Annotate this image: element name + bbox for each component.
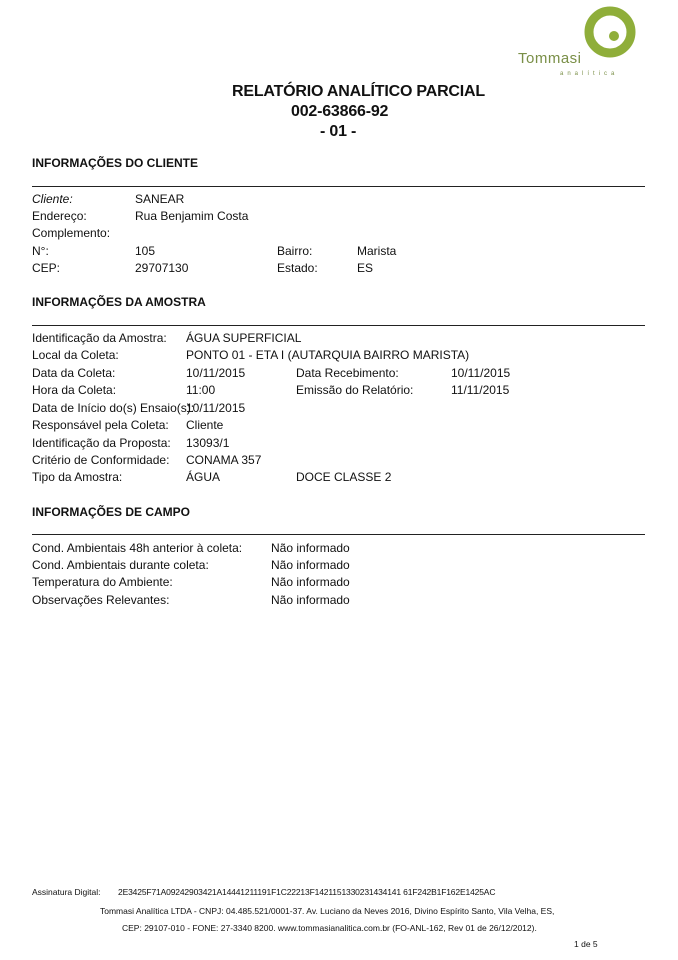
client-divider (32, 186, 645, 187)
collector-label: Responsável pela Coleta: (32, 418, 169, 432)
digital-signature: 2E3425F71A09242903421A14441211191F1C22213F1421151330231434141 61F242B1F162E1425AC (118, 887, 496, 897)
number-label: N°: (32, 244, 49, 258)
report-issue-value: 11/11/2015 (451, 383, 510, 397)
sample-class-value: DOCE CLASSE 2 (296, 470, 392, 484)
ambient-temp-value: Não informado (271, 575, 350, 589)
company-info-line1: Tommasi Analítica LTDA - CNPJ: 04.485.521/0001-37. Av. Luciano da Neves 2016, Divino Espírito Santo, Vila Velha, ES, (100, 906, 555, 916)
state-label: Estado: (277, 261, 318, 275)
state-value: ES (357, 261, 374, 275)
collection-site-value: PONTO 01 - ETA I (AUTARQUIA BAIRRO MARISTA) (186, 348, 470, 362)
field-section-title: INFORMAÇÕES DE CAMPO (32, 505, 191, 519)
collection-time-label: Hora da Coleta: (32, 383, 117, 397)
ambient-temp-label: Temperatura do Ambiente: (32, 575, 173, 589)
client-value: SANEAR (135, 192, 185, 206)
district-label: Bairro: (277, 244, 313, 258)
conformity-value: CONAMA 357 (186, 453, 262, 467)
zip-value: 29707130 (135, 261, 189, 275)
conditions-during-value: Não informado (271, 558, 350, 572)
signature-label: Assinatura Digital: (32, 887, 101, 897)
number-value: 105 (135, 244, 156, 258)
observations-value: Não informado (271, 593, 350, 607)
address-value: Rua Benjamim Costa (135, 209, 249, 223)
field-divider (32, 534, 645, 535)
test-start-value: 10/11/2015 (186, 401, 246, 415)
report-number: 002-63866-92 (291, 103, 389, 120)
sample-divider (32, 325, 645, 326)
observations-label: Observações Relevantes: (32, 593, 170, 607)
client-section-title: INFORMAÇÕES DO CLIENTE (32, 156, 199, 170)
conditions-48h-value: Não informado (271, 541, 350, 555)
proposal-value: 13093/1 (186, 436, 230, 450)
collection-date-value: 10/11/2015 (186, 366, 246, 380)
report-title: RELATÓRIO ANALÍTICO PARCIAL (232, 83, 485, 100)
proposal-label: Identificação da Proposta: (32, 436, 171, 450)
page-number: 1 de 5 (574, 939, 598, 949)
report-part: - 01 - (320, 123, 357, 140)
conditions-during-label: Cond. Ambientais durante coleta: (32, 558, 209, 572)
sample-section-title: INFORMAÇÕES DA AMOSTRA (32, 295, 206, 309)
sample-id-value: ÁGUA SUPERFICIAL (186, 331, 302, 345)
client-label: Cliente: (32, 192, 73, 206)
test-start-label: Data de Início do(s) Ensaio(s): (32, 401, 195, 415)
logo-wordmark: Tommasi (518, 50, 582, 67)
zip-label: CEP: (32, 261, 61, 275)
collection-date-label: Data da Coleta: (32, 366, 116, 380)
logo-subtitle: analítica (560, 71, 619, 77)
district-value: Marista (357, 244, 397, 258)
sample-type-value: ÁGUA (186, 470, 221, 484)
received-date-label: Data Recebimento: (296, 366, 399, 380)
conditions-48h-label: Cond. Ambientais 48h anterior à coleta: (32, 541, 243, 555)
report-issue-label: Emissão do Relatório: (296, 383, 414, 397)
company-info-line2: CEP: 29107-010 - FONE: 27-3340 8200. www.tommasianalitica.com.br (FO-ANL-162, Rev 01 de 26/12/2012). (122, 923, 537, 933)
collection-site-label: Local da Coleta: (32, 348, 119, 362)
collector-value: Cliente (186, 418, 224, 432)
address-label: Endereço: (32, 209, 87, 223)
sample-id-label: Identificação da Amostra: (32, 331, 167, 345)
complement-label: Complemento: (32, 226, 111, 240)
sample-type-label: Tipo da Amostra: (32, 470, 123, 484)
conformity-label: Critério de Conformidade: (32, 453, 170, 467)
received-date-value: 10/11/2015 (451, 366, 511, 380)
collection-time-value: 11:00 (186, 383, 216, 397)
